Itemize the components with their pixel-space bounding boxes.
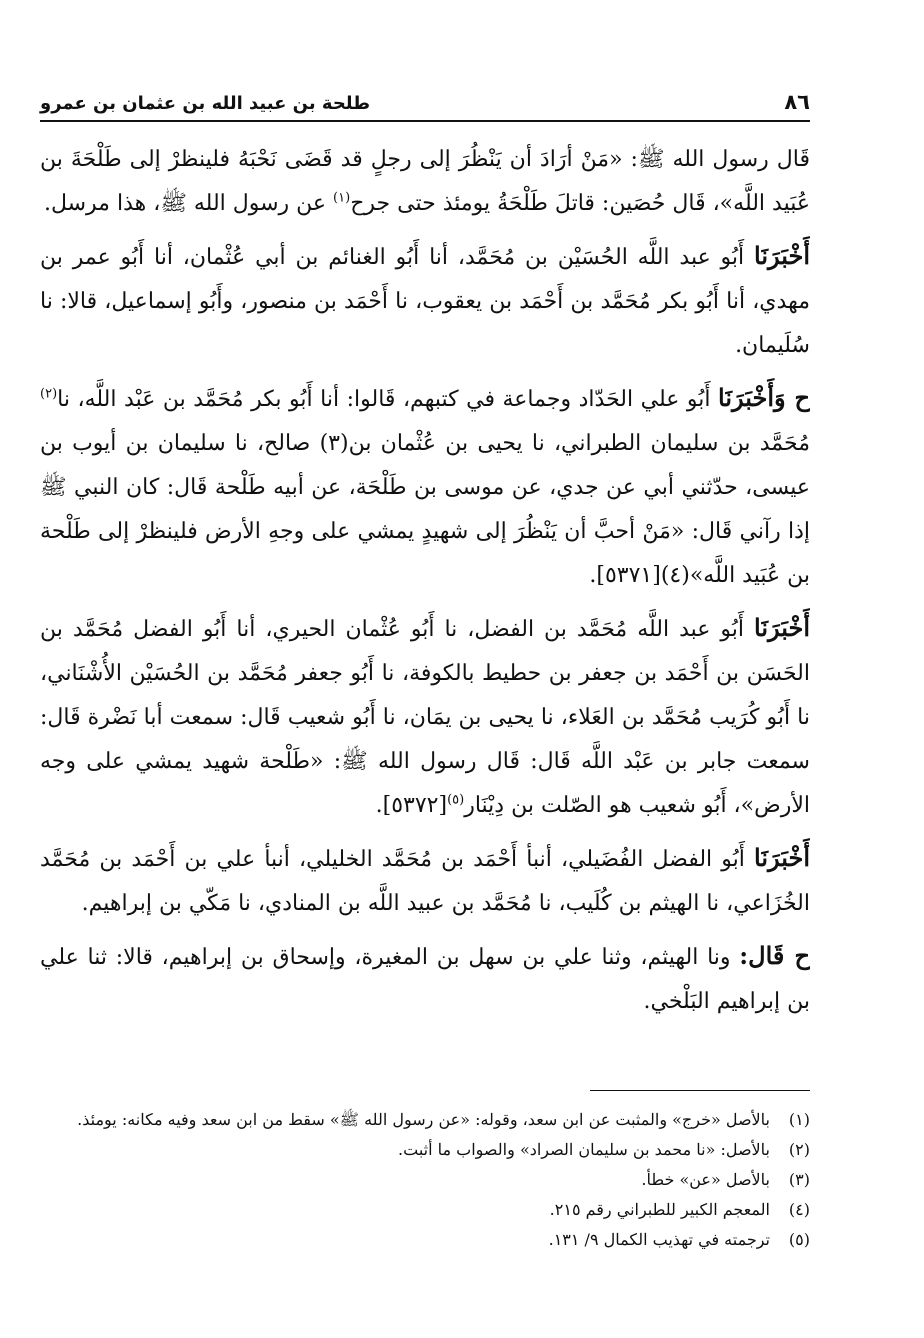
paragraph-tail: [٥٣٧٢]. <box>375 793 448 818</box>
paragraph-text: ونا الهيثم، وثنا علي بن سهل بن المغيرة، وإسحاق بن إبراهيم، قالا: ثنا علي بن إبراهيم البَلْخي. <box>40 945 810 1014</box>
footnote-text: بالأصل: «نا محمد بن سليمان الصراد» والصواب ما أثبت. <box>398 1140 770 1159</box>
footnote-number: (١) <box>788 1110 810 1129</box>
paragraph-lead: أَخْبَرَنَا <box>754 843 810 872</box>
footnote-number: (٤) <box>788 1200 810 1219</box>
footnote-ref: (٢) <box>40 386 58 402</box>
paragraph-tail: مُحَمَّد بن سليمان الطبراني، نا يحيى بن عُثْمان بن(٣) صالح، نا سليمان بن أيوب بن عيسى، حدّثني أبي عن جدي، عن موسى بن طَلْحَة، عن أبيه طَلْحة قَال: كان النبي ﷺ إذا رآني قَال: «مَنْ أحبَّ أن يَنْظُرَ إلى شهيدٍ يمشي على وجهِ الأرض فلينظرْ إلى طَلْحة بن عُبَيد اللَّه»(٤)[٥٣٧١]. <box>40 431 810 588</box>
footnote-number: (٥) <box>788 1230 810 1249</box>
paragraph-text: أَبُو عبد اللَّه مُحَمَّد بن الفضل، نا أَبُو عُثْمان الحيري، أنا أَبُو الفضل مُحَمَّد بن الحَسَن بن أَحْمَد بن جعفر بن حطيط بالكوفة، نا أَبُو جعفر مُحَمَّد بن الحُسَيْن الأُشْنَاني، نا أَبُو كُرَيب مُحَمَّد بن العَلاء، نا يحيى بن يمَان، نا أَبُو شعيب قَال: سمعت أبا نَضْرة قَال: سمعت جابر بن عَبْد اللَّه قَال: قَال رسول الله ﷺ: «طَلْحة شهيد يمشي على وجه الأرض»، أَبُو شعيب هو الصّلت بن دِيْنَار <box>40 617 810 818</box>
footnote-4 <box>40 1195 810 1224</box>
footnote-text: بالأصل «خرج» والمثبت عن ابن سعد، وقوله: «عن رسول الله ﷺ» سقط من ابن سعد وفيه مكانه: يومئذ. <box>77 1110 770 1129</box>
paragraph-4 <box>40 606 810 828</box>
paragraph-tail: عن رسول الله ﷺ، هذا مرسل. <box>43 191 334 216</box>
footnote-2 <box>40 1135 810 1164</box>
footnote-text: ترجمته في تهذيب الكمال ٩/ ١٣١. <box>548 1230 770 1249</box>
page-number: ٨٦ <box>784 90 810 114</box>
footnote-ref: (١) <box>333 190 351 206</box>
footnote-number: (٣) <box>788 1170 810 1189</box>
footnote-number: (٢) <box>788 1140 810 1159</box>
paragraph-lead: أَخْبَرَنَا <box>754 241 810 270</box>
paragraph-1 <box>40 136 810 226</box>
footnote-text: المعجم الكبير للطبراني رقم ٢١٥. <box>549 1200 770 1219</box>
paragraph-lead: ح وَأَخْبَرَنَا <box>718 383 810 412</box>
paragraph-2 <box>40 234 810 368</box>
paragraph-3 <box>40 376 810 598</box>
footnote-ref: (٥) <box>447 792 465 808</box>
paragraph-text: أَبُو علي الحَدّاد وجماعة في كتبهم، قَالوا: أنا أَبُو بكر مُحَمَّد بن عَبْد اللَّه، نا <box>57 387 719 412</box>
running-head: طلحة بن عبيد الله بن عثمان بن عمرو <box>40 93 371 114</box>
paragraph-text: أَبُو الفضل الفُضَيلي، أنبأ أَحْمَد بن مُحَمَّد الخليلي، أنبأ علي بن أَحْمَد بن مُحَمَّد الخُزَاعي، نا الهيثم بن كُلَيب، نا مُحَمَّد بن عبيد اللَّه بن المنادي، نا مَكّي بن إبراهيم. <box>40 847 810 916</box>
footnote-3 <box>40 1165 810 1194</box>
paragraph-5 <box>40 836 810 926</box>
footnote-1 <box>40 1105 810 1134</box>
paragraph-lead: أَخْبَرَنَا <box>754 613 810 642</box>
footnote-5 <box>40 1225 810 1254</box>
paragraph-text: قَال رسول الله ﷺ: «مَنْ أرَادَ أن يَنْظُرَ إلى رجلٍ قد قَضَى نَحْبَهُ فلينظرْ إلى طَلْحَةَ بن عُبَيد اللَّه»، قَال حُصَين: قاتلَ طَلْحَةُ يومئذ حتى جرح <box>40 147 810 216</box>
footnote-divider <box>590 1090 810 1091</box>
footnotes <box>40 1105 810 1305</box>
page-header <box>40 78 810 122</box>
main-text <box>40 136 810 1086</box>
paragraph-text: أَبُو عبد اللَّه الحُسَيْن بن مُحَمَّد، أنا أَبُو الغنائم بن أبي عُثْمان، أنا أَبُو عمر بن مهدي، أنا أَبُو بكر مُحَمَّد بن أَحْمَد بن يعقوب، نا أَحْمَد بن منصور، وأَبُو إسماعيل، قالا: نا سُلَيمان. <box>40 245 810 358</box>
footnote-text: بالأصل «عن» خطأ. <box>641 1170 770 1189</box>
paragraph-lead: ح قَال: <box>739 941 810 970</box>
paragraph-6 <box>40 934 810 1024</box>
